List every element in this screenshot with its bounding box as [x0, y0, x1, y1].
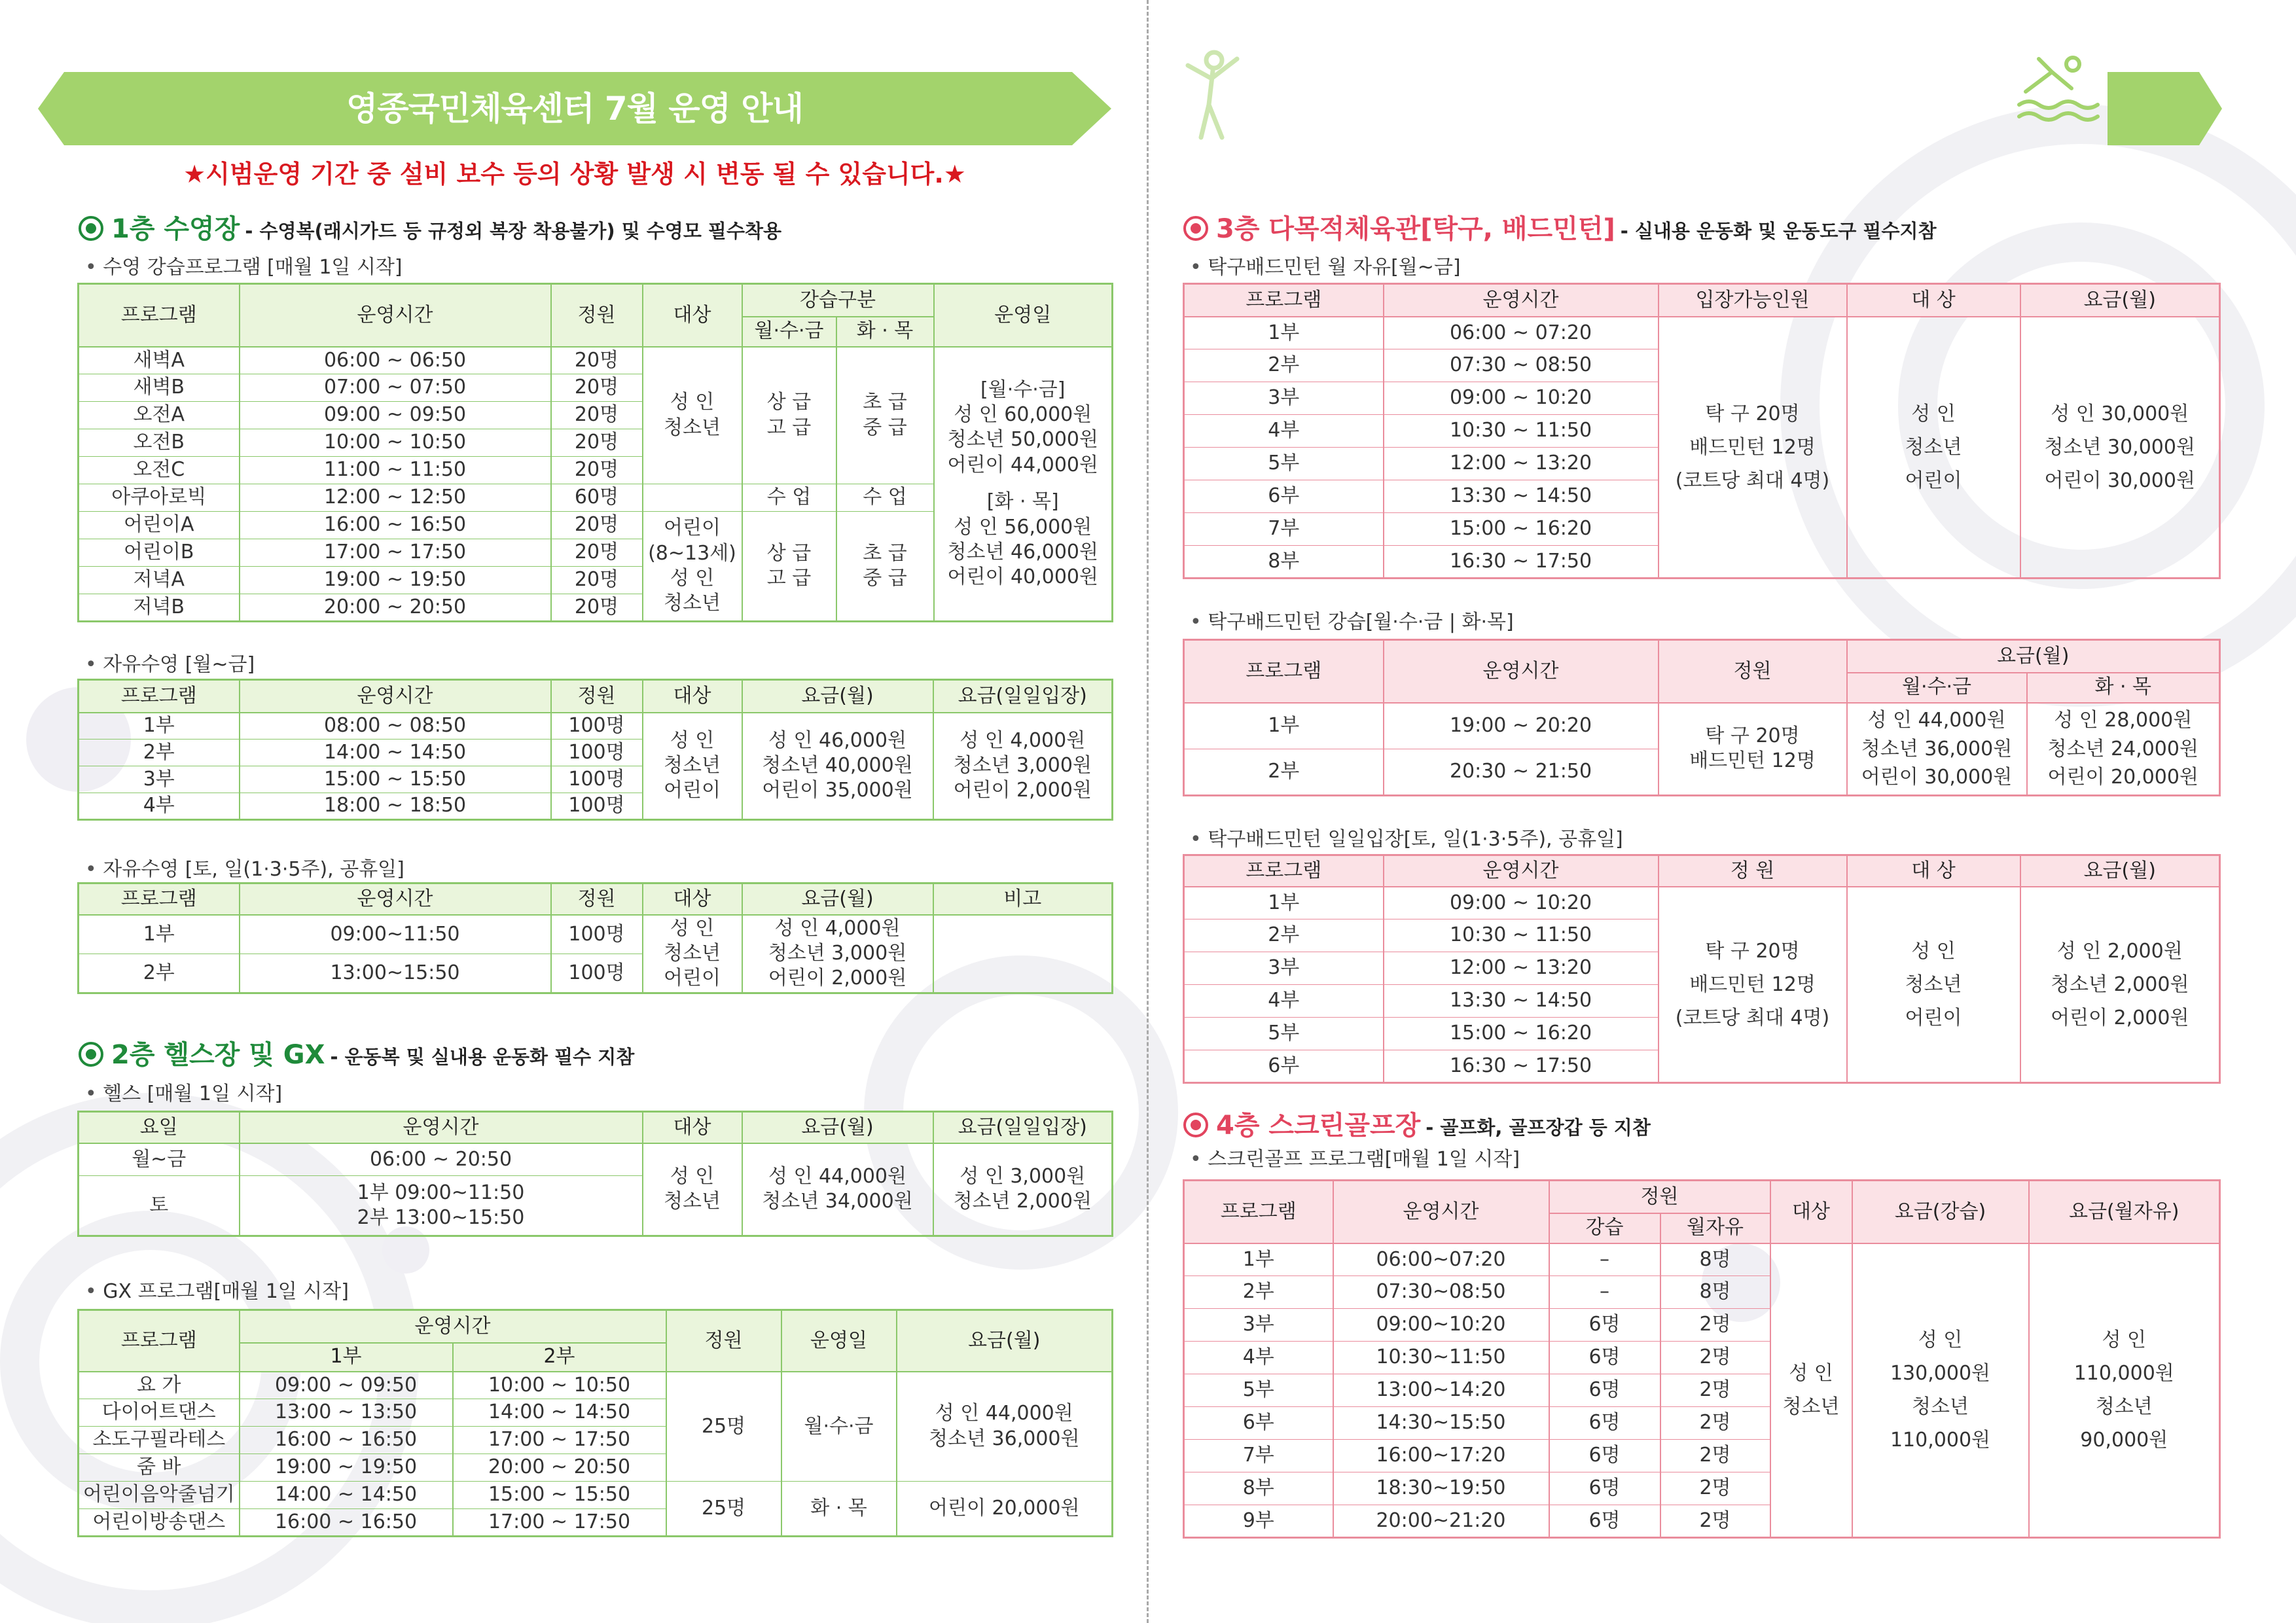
tt-free-table [1183, 283, 2221, 579]
bullet-icon [79, 216, 103, 241]
table-cell: 08:00 ~ 08:50 [240, 713, 551, 740]
table-cell: 줌 바 [79, 1454, 240, 1482]
col-header: 프로그램 [79, 284, 240, 347]
table-cell: 성 인 130,000원 청소년 110,000원 [1852, 1243, 2029, 1538]
table-cell: 성 인 44,000원 청소년 36,000원 [897, 1372, 1113, 1482]
table-cell: 탁 구 20명 배드민턴 12명 (코트당 최대 4명) [1659, 887, 1847, 1083]
col-header: 입장가능인원 [1659, 284, 1847, 317]
table-cell: 탁 구 20명 배드민턴 12명 [1659, 703, 1847, 796]
table-cell: 2부 [1184, 919, 1384, 952]
table-cell: 상 급 고 급 [742, 512, 836, 622]
table-cell: 09:00~10:20 [1333, 1309, 1549, 1342]
table-cell: 3부 [79, 766, 240, 793]
section-3-heading [1183, 208, 1937, 245]
table-cell: 성 인 청소년 [1770, 1243, 1852, 1538]
col-header: 강습구분 [742, 284, 934, 317]
table-cell: 16:30 ~ 17:50 [1384, 546, 1659, 579]
col-header: 프로그램 [79, 883, 240, 915]
table-cell: 15:00 ~ 16:20 [1384, 513, 1659, 546]
table-cell: 12:00 ~ 12:50 [240, 484, 551, 512]
col-header: 비고 [933, 883, 1113, 915]
col-header: 요금(일일입장) [933, 680, 1113, 713]
table-cell: 성 인 청소년 어린이 [643, 915, 742, 993]
col-header: 요금(월자유) [2029, 1181, 2220, 1243]
table-cell: 06:00 ~ 06:50 [240, 347, 551, 374]
table-cell: 2부 [79, 954, 240, 993]
col-header: 요금(월) [1847, 640, 2220, 673]
free-swim-weekend-table [77, 882, 1113, 994]
table-cell: 4부 [79, 793, 240, 820]
table-cell: 6부 [1184, 1407, 1333, 1440]
section-title: 4층 스크린골프장 [1216, 1111, 1421, 1141]
table-cell: 새벽A [79, 347, 240, 374]
table-cell: 60명 [551, 484, 643, 512]
table-cell: 성 인 4,000원 청소년 3,000원 어린이 2,000원 [933, 713, 1113, 820]
table-cell: 100명 [551, 766, 643, 793]
col-header: 운영시간 [1384, 640, 1659, 703]
table-cell: 07:30~08:50 [1333, 1276, 1549, 1309]
table-cell: 13:30 ~ 14:50 [1384, 985, 1659, 1018]
table-cell: 20명 [551, 402, 643, 429]
col-header: 요금(월) [742, 1112, 933, 1143]
table-cell: 2명 [1660, 1342, 1770, 1374]
col-header: 강습 [1549, 1213, 1660, 1243]
table-cell: 13:00 ~ 13:50 [240, 1399, 453, 1427]
table-cell: 1부 [1184, 703, 1384, 749]
section-2-heading [79, 1034, 634, 1071]
section-title: 2층 헬스장 및 GX [111, 1040, 325, 1070]
title-banner [38, 72, 1111, 145]
table-cell: 성 인 30,000원 청소년 30,000원 어린이 30,000원 [2020, 317, 2220, 579]
col-header: 프로그램 [1184, 284, 1384, 317]
table-cell: 초 급 중 급 [836, 347, 934, 484]
table-cell: 15:00 ~ 15:50 [240, 766, 551, 793]
table-cell: 2부 [1184, 349, 1384, 382]
table-cell: 5부 [1184, 1374, 1333, 1407]
bullet-icon [79, 1042, 103, 1067]
table-cell: – [1549, 1276, 1660, 1309]
golfer-icon [1175, 46, 1247, 144]
table-cell: 화 · 목 [781, 1482, 897, 1537]
health-table [77, 1111, 1113, 1237]
col-header: 정원 [666, 1310, 781, 1372]
section-note: - 골프화, 골프장갑 등 지참 [1426, 1116, 1651, 1139]
table-cell: 4부 [1184, 985, 1384, 1018]
table-cell: 11:00 ~ 11:50 [240, 457, 551, 484]
table-cell: 20:00~21:20 [1333, 1505, 1549, 1538]
table-cell: 14:30~15:50 [1333, 1407, 1549, 1440]
col-header: 2부 [453, 1343, 666, 1372]
table-cell: 초 급 중 급 [836, 512, 934, 622]
table-cell: 16:00 ~ 16:50 [240, 1509, 453, 1537]
tt-daily-table [1183, 854, 2221, 1084]
table-cell: 1부 [1184, 317, 1384, 349]
caption-free-swim: • 자유수영 [월~금] [85, 648, 255, 677]
caption-gx: • GX 프로그램[매월 1일 시작] [85, 1275, 349, 1304]
caption-tt-free: • 탁구배드민턴 월 자유[월~금] [1190, 251, 1461, 279]
table-cell: 20명 [551, 457, 643, 484]
table-cell: 100명 [551, 713, 643, 740]
table-cell: 6명 [1549, 1309, 1660, 1342]
table-cell: 18:00 ~ 18:50 [240, 793, 551, 820]
table-cell [933, 915, 1113, 993]
col-header: 프로그램 [79, 1310, 240, 1372]
table-cell: 6명 [1549, 1374, 1660, 1407]
table-cell: 20:30 ~ 21:50 [1384, 749, 1659, 796]
table-cell: 13:30 ~ 14:50 [1384, 480, 1659, 513]
table-cell: 2명 [1660, 1472, 1770, 1505]
col-header: 요금(일일입장) [933, 1112, 1113, 1143]
col-header: 운영시간 [240, 883, 551, 915]
col-header: 정원 [551, 883, 643, 915]
col-header: 대상 [643, 680, 742, 713]
col-header: 운영일 [934, 284, 1113, 347]
table-cell: 17:00 ~ 17:50 [453, 1509, 666, 1537]
col-header: 대상 [643, 1112, 742, 1143]
page-divider [1147, 0, 1149, 1623]
table-cell: 8부 [1184, 546, 1384, 579]
table-cell: 100명 [551, 954, 643, 993]
col-header: 월자유 [1660, 1213, 1770, 1243]
table-cell: 100명 [551, 740, 643, 766]
table-cell: 성 인 4,000원 청소년 3,000원 어린이 2,000원 [742, 915, 933, 993]
table-cell: 1부 09:00~11:50 2부 13:00~15:50 [240, 1176, 643, 1236]
table-cell: 20명 [551, 374, 643, 402]
table-cell: 09:00~11:50 [240, 915, 551, 954]
col-header: 화 · 목 [2027, 673, 2220, 703]
table-cell: 저녁B [79, 594, 240, 622]
col-header: 운영일 [781, 1310, 897, 1372]
section-1-heading [79, 208, 781, 245]
table-cell: 7부 [1184, 1440, 1333, 1472]
table-cell: 16:00~17:20 [1333, 1440, 1549, 1472]
col-header: 프로그램 [1184, 640, 1384, 703]
col-header: 운영시간 [240, 1112, 643, 1143]
table-cell: 06:00 ~ 07:20 [1384, 317, 1659, 349]
table-cell: 어린이음악줄넘기 [79, 1482, 240, 1509]
table-cell: 8명 [1660, 1276, 1770, 1309]
table-cell: 오전A [79, 402, 240, 429]
col-header: 대상 [643, 284, 742, 347]
table-cell: 2명 [1660, 1505, 1770, 1538]
banner-right-decoration [2108, 72, 2222, 145]
table-cell: 성 인 110,000원 청소년 90,000원 [2029, 1243, 2220, 1538]
table-cell: 09:00 ~ 09:50 [240, 1372, 453, 1399]
col-header: 요일 [79, 1112, 240, 1143]
table-cell: – [1549, 1243, 1660, 1276]
table-cell: 20:00 ~ 20:50 [240, 594, 551, 622]
col-header: 1부 [240, 1343, 453, 1372]
table-cell: 20:00 ~ 20:50 [453, 1454, 666, 1482]
table-cell: 20명 [551, 539, 643, 567]
col-header: 정원 [551, 680, 643, 713]
col-header: 요금(월) [2020, 855, 2220, 887]
table-cell: 10:30 ~ 11:50 [1384, 415, 1659, 448]
table-cell: 19:00 ~ 19:50 [240, 567, 551, 594]
table-cell: 2명 [1660, 1407, 1770, 1440]
table-cell: 성 인 44,000원 청소년 36,000원 어린이 30,000원 [1847, 703, 2027, 796]
col-header: 운영시간 [1384, 855, 1659, 887]
fee-block: [월·수·금] 성 인 60,000원 청소년 50,000원 어린이 44,000원 [947, 378, 1098, 476]
caption-tt-lesson: • 탁구배드민턴 강습[월·수·금 | 화·목] [1190, 605, 1514, 634]
table-cell: 저녁A [79, 567, 240, 594]
table-cell: 5부 [1184, 448, 1384, 480]
table-cell: 25명 [666, 1372, 781, 1482]
table-cell: 10:30 ~ 11:50 [1384, 919, 1659, 952]
table-cell: 100명 [551, 793, 643, 820]
section-title: 3층 다목적체육관[탁구, 배드민턴] [1216, 214, 1615, 244]
table-cell: 20명 [551, 567, 643, 594]
table-cell: 09:00 ~ 09:50 [240, 402, 551, 429]
table-cell: 15:00 ~ 15:50 [453, 1482, 666, 1509]
col-header: 대 상 [1847, 855, 2020, 887]
col-header: 요금(강습) [1852, 1181, 2029, 1243]
table-cell: 06:00 ~ 20:50 [240, 1143, 643, 1176]
table-cell: 6명 [1549, 1505, 1660, 1538]
col-header: 대상 [1770, 1181, 1852, 1243]
table-cell: 7부 [1184, 513, 1384, 546]
table-cell: 토 [79, 1176, 240, 1236]
table-cell: 성 인 46,000원 청소년 40,000원 어린이 35,000원 [742, 713, 933, 820]
table-cell: 10:00 ~ 10:50 [240, 429, 551, 457]
table-cell: 10:00 ~ 10:50 [453, 1372, 666, 1399]
table-cell: 17:00 ~ 17:50 [240, 539, 551, 567]
col-header: 운영시간 [240, 680, 551, 713]
fee-block: [화 · 목] 성 인 56,000원 청소년 46,000원 어린이 40,000원 [947, 490, 1098, 589]
table-cell: 2명 [1660, 1440, 1770, 1472]
table-cell: 8부 [1184, 1472, 1333, 1505]
table-cell: 다이어트댄스 [79, 1399, 240, 1427]
gx-table [77, 1309, 1113, 1537]
table-cell: 4부 [1184, 415, 1384, 448]
table-cell: 1부 [79, 713, 240, 740]
table-cell: 2명 [1660, 1374, 1770, 1407]
table-cell: 5부 [1184, 1018, 1384, 1050]
table-cell: 2명 [1660, 1309, 1770, 1342]
table-cell: 07:30 ~ 08:50 [1384, 349, 1659, 382]
golf-table [1183, 1179, 2221, 1539]
col-header: 프로그램 [1184, 855, 1384, 887]
table-cell: 1부 [1184, 887, 1384, 919]
col-header: 요금(월) [742, 883, 933, 915]
col-header: 요금(월) [2020, 284, 2220, 317]
free-swim-table [77, 679, 1113, 821]
table-cell: 수 업 [836, 484, 934, 512]
table-cell: 14:00 ~ 14:50 [240, 740, 551, 766]
section-note: - 운동복 및 실내용 운동화 필수 지참 [330, 1046, 635, 1068]
col-header: 운영시간 [1384, 284, 1659, 317]
table-cell: 3부 [1184, 1309, 1333, 1342]
table-cell: 3부 [1184, 382, 1384, 415]
caption-golf: • 스크린골프 프로그램[매월 1일 시작] [1190, 1143, 1520, 1171]
col-header: 운영시간 [1333, 1181, 1549, 1243]
table-cell: 12:00 ~ 13:20 [1384, 448, 1659, 480]
table-cell: 25명 [666, 1482, 781, 1537]
page-title: 영종국민체육센터 7월 운영 안내 [346, 90, 803, 128]
table-cell: 6명 [1549, 1472, 1660, 1505]
section-title: 1층 수영장 [111, 214, 240, 244]
notice-text: ★시범운영 기간 중 설비 보수 등의 상황 발생 시 변동 될 수 있습니다.★ [183, 160, 966, 188]
col-header: 화 · 목 [836, 317, 934, 347]
table-cell: 20명 [551, 429, 643, 457]
table-cell: 성 인 청소년 어린이 [1847, 317, 2020, 579]
table-cell: 9부 [1184, 1505, 1333, 1538]
table-cell: 17:00 ~ 17:50 [453, 1427, 666, 1454]
table-cell: 아쿠아로빅 [79, 484, 240, 512]
table-cell: 1부 [1184, 1243, 1333, 1276]
table-cell: 6부 [1184, 480, 1384, 513]
table-cell: 07:00 ~ 07:50 [240, 374, 551, 402]
table-cell: 성 인 청소년 [643, 1143, 742, 1236]
col-header: 대 상 [1847, 284, 2020, 317]
table-cell: 13:00~14:20 [1333, 1374, 1549, 1407]
table-cell: 20명 [551, 512, 643, 539]
table-cell: 성 인 2,000원 청소년 2,000원 어린이 2,000원 [2020, 887, 2220, 1083]
table-cell: 어린이 20,000원 [897, 1482, 1113, 1537]
table-cell: 15:00 ~ 16:20 [1384, 1018, 1659, 1050]
table-cell: 성 인 28,000원 청소년 24,000원 어린이 20,000원 [2027, 703, 2220, 796]
table-cell [643, 484, 742, 512]
table-cell: 16:00 ~ 16:50 [240, 1427, 453, 1454]
table-cell: 오전B [79, 429, 240, 457]
table-cell: 20명 [551, 347, 643, 374]
table-cell: 성 인 44,000원 청소년 34,000원 [742, 1143, 933, 1236]
col-header: 요금(월) [742, 680, 933, 713]
swimmer-icon [2013, 52, 2104, 124]
table-cell: 14:00 ~ 14:50 [453, 1399, 666, 1427]
bullet-icon [1183, 216, 1208, 241]
table-cell: 19:00 ~ 19:50 [240, 1454, 453, 1482]
table-cell: 2부 [79, 740, 240, 766]
section-note: - 수영복(래시가드 등 규정외 복장 착용불가) 및 수영모 필수착용 [245, 220, 781, 242]
table-cell: 6명 [1549, 1342, 1660, 1374]
table-cell: 100명 [551, 915, 643, 954]
table-cell: 월·수·금 [781, 1372, 897, 1482]
table-cell [934, 347, 1113, 622]
table-cell: 새벽B [79, 374, 240, 402]
table-cell: 16:30 ~ 17:50 [1384, 1050, 1659, 1083]
caption-tt-daily: • 탁구배드민턴 일일입장[토, 일(1·3·5주), 공휴일] [1190, 823, 1623, 851]
col-header: 정원 [551, 284, 643, 347]
col-header: 정 원 [1659, 855, 1847, 887]
section-note: - 실내용 운동화 및 운동도구 필수지참 [1620, 220, 1937, 242]
col-header: 정원 [1549, 1181, 1770, 1213]
table-cell: 8명 [1660, 1243, 1770, 1276]
table-cell: 오전C [79, 457, 240, 484]
table-cell: 어린이A [79, 512, 240, 539]
caption-swim-lesson: • 수영 강습프로그램 [매월 1일 시작] [85, 251, 403, 279]
table-cell: 16:00 ~ 16:50 [240, 512, 551, 539]
col-header: 월·수·금 [742, 317, 836, 347]
table-cell: 09:00 ~ 10:20 [1384, 382, 1659, 415]
table-cell: 3부 [1184, 952, 1384, 985]
table-cell: 2부 [1184, 1276, 1333, 1309]
swim-lesson-table [77, 283, 1113, 622]
table-cell: 요 가 [79, 1372, 240, 1399]
table-cell: 12:00 ~ 13:20 [1384, 952, 1659, 985]
table-cell: 성 인 청소년 [643, 347, 742, 484]
table-cell: 19:00 ~ 20:20 [1384, 703, 1659, 749]
col-header: 요금(월) [897, 1310, 1113, 1372]
table-cell: 2부 [1184, 749, 1384, 796]
col-header: 프로그램 [1184, 1181, 1333, 1243]
table-cell: 10:30~11:50 [1333, 1342, 1549, 1374]
section-4-heading [1183, 1105, 1651, 1142]
col-header: 운영시간 [240, 284, 551, 347]
caption-health: • 헬스 [매월 1일 시작] [85, 1077, 282, 1106]
table-cell: 06:00~07:20 [1333, 1243, 1549, 1276]
col-header: 월·수·금 [1847, 673, 2027, 703]
table-cell: 4부 [1184, 1342, 1333, 1374]
table-cell: 6명 [1549, 1440, 1660, 1472]
table-cell: 6명 [1549, 1407, 1660, 1440]
col-header: 정원 [1659, 640, 1847, 703]
table-cell: 소도구필라테스 [79, 1427, 240, 1454]
table-cell: 어린이B [79, 539, 240, 567]
col-header: 대상 [643, 883, 742, 915]
table-cell: 1부 [79, 915, 240, 954]
table-cell: 성 인 청소년 어린이 [643, 713, 742, 820]
table-cell: 14:00 ~ 14:50 [240, 1482, 453, 1509]
bullet-icon [1183, 1113, 1208, 1137]
table-cell: 어린이방송댄스 [79, 1509, 240, 1537]
table-cell: 13:00~15:50 [240, 954, 551, 993]
table-cell: 성 인 3,000원 청소년 2,000원 [933, 1143, 1113, 1236]
table-cell: 09:00 ~ 10:20 [1384, 887, 1659, 919]
table-cell: 수 업 [742, 484, 836, 512]
table-cell: 월~금 [79, 1143, 240, 1176]
tt-lesson-table [1183, 639, 2221, 796]
table-cell: 18:30~19:50 [1333, 1472, 1549, 1505]
table-cell: 6부 [1184, 1050, 1384, 1083]
table-cell: 상 급 고 급 [742, 347, 836, 484]
table-cell: 어린이 (8~13세) 성 인 청소년 [643, 512, 742, 622]
table-cell: 탁 구 20명 배드민턴 12명 (코트당 최대 4명) [1659, 317, 1847, 579]
caption-free-swim-weekend: • 자유수영 [토, 일(1·3·5주), 공휴일] [85, 853, 404, 882]
table-cell: 20명 [551, 594, 643, 622]
col-header: 운영시간 [240, 1310, 666, 1343]
col-header: 프로그램 [79, 680, 240, 713]
table-cell: 성 인 청소년 어린이 [1847, 887, 2020, 1083]
